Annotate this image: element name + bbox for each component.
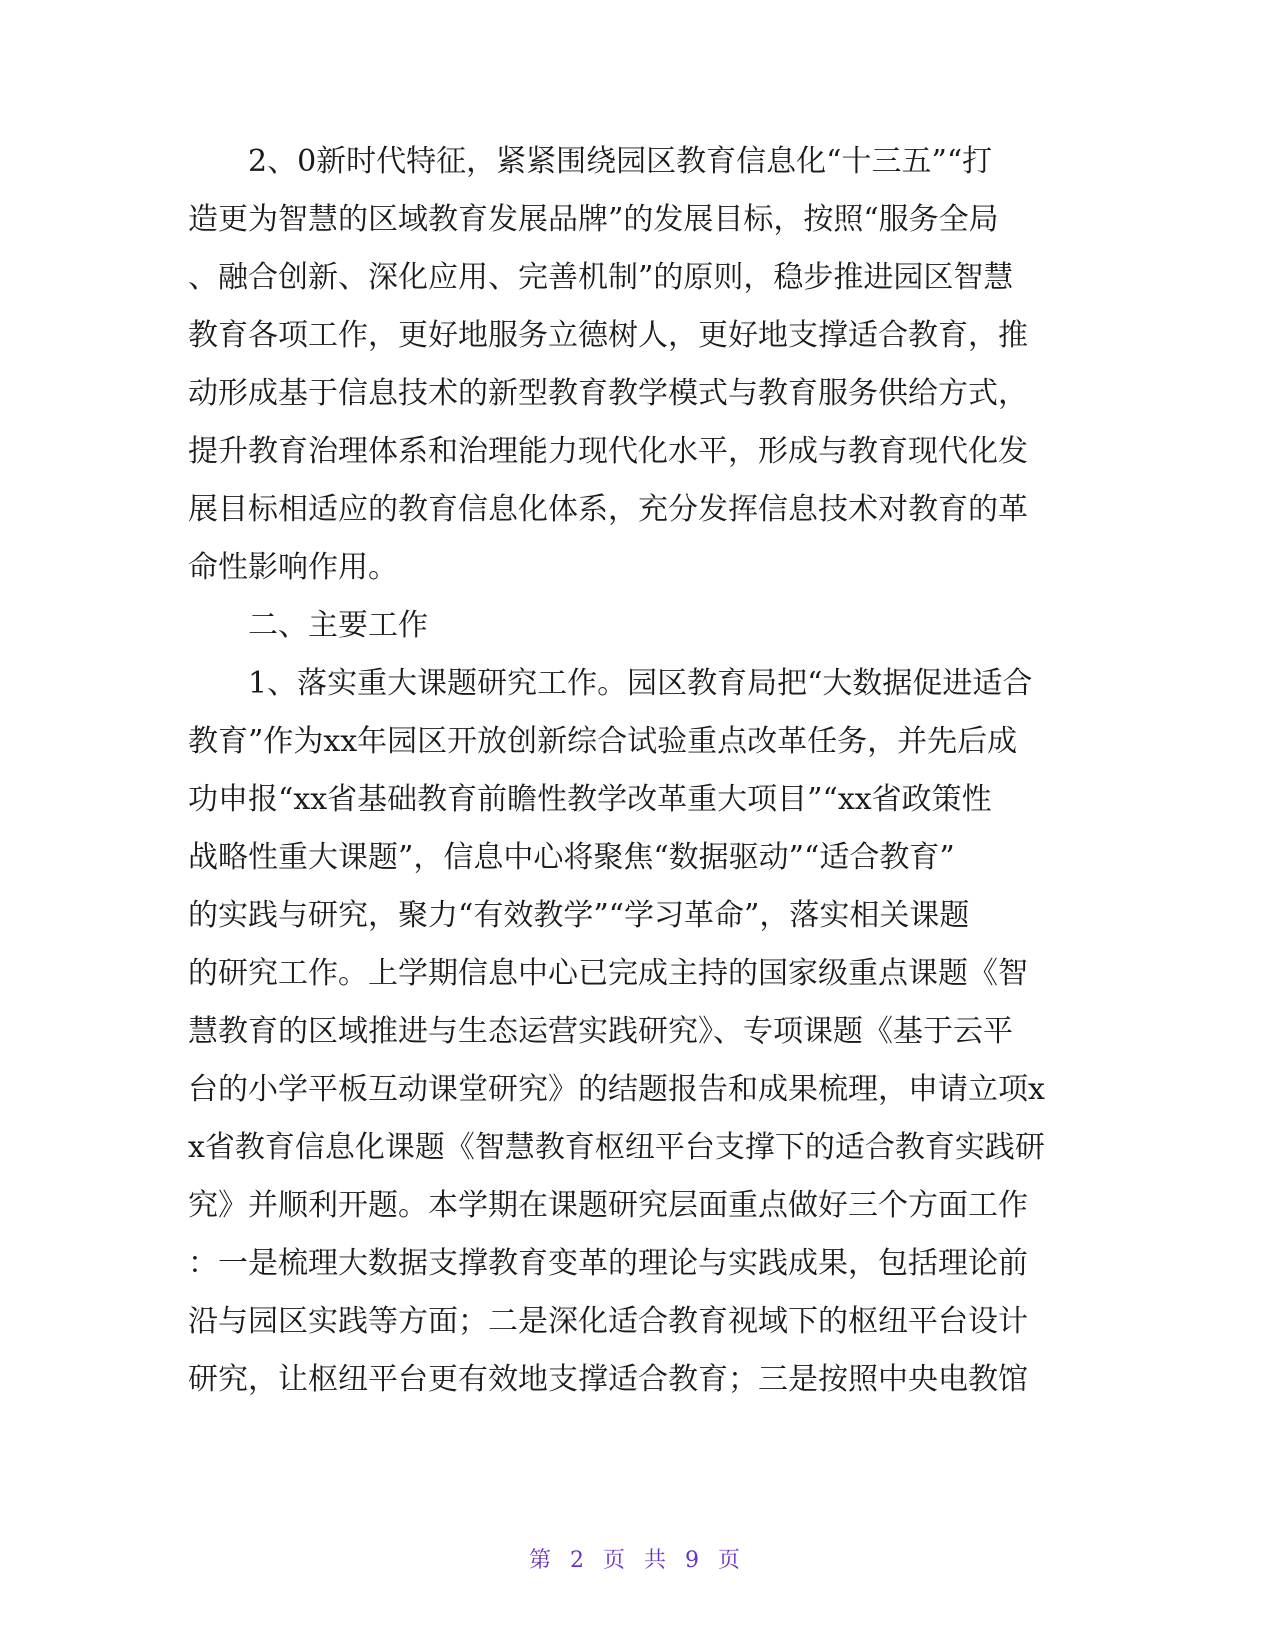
text-line: 教育”作为xx年园区开放创新综合试验重点改革任务，并先后成 xyxy=(188,724,1018,759)
text-line: 教育各项工作，更好地服务立德树人，更好地支撑适合教育，推 xyxy=(188,318,1028,353)
text-line: 展目标相适应的教育信息化体系，充分发挥信息技术对教育的革 xyxy=(188,492,1028,527)
text-line: 沿与园区实践等方面；二是深化适合教育视域下的枢纽平台设计 xyxy=(188,1304,1028,1339)
text-line: 究》并顺利开题。本学期在课题研究层面重点做好三个方面工作 xyxy=(188,1188,1028,1223)
text-line: 动形成基于信息技术的新型教育教学模式与教育服务供给方式， xyxy=(188,376,1028,411)
text-line: 提升教育治理体系和治理能力现代化水平，形成与教育现代化发 xyxy=(188,434,1028,469)
text-line: 、融合创新、深化应用、完善机制”的原则，稳步推进园区智慧 xyxy=(188,260,1014,295)
text-line: ：一是梳理大数据支撑教育变革的理论与实践成果，包括理论前 xyxy=(188,1246,1028,1281)
text-line: 台的小学平板互动课堂研究》的结题报告和成果梳理，申请立项x xyxy=(188,1072,1045,1107)
text-line: 2、0新时代特征，紧紧围绕园区教育信息化“十三五”“打 xyxy=(248,144,993,179)
text-line: 慧教育的区域推进与生态运营实践研究》、专项课题《基于云平 xyxy=(188,1014,1013,1049)
section-heading: 二、主要工作 xyxy=(248,608,428,643)
page-number-footer: 第 2 页 共 9 页 xyxy=(529,1548,746,1573)
text-line: 功申报“xx省基础教育前瞻性教学改革重大项目”“xx省政策性 xyxy=(188,782,992,817)
text-line: 造更为智慧的区域教育发展品牌”的发展目标，按照“服务全局 xyxy=(188,202,999,237)
text-line: 1、落实重大课题研究工作。园区教育局把“大数据促进适合 xyxy=(248,666,1033,701)
text-line: 的实践与研究，聚力“有效教学”“学习革命”，落实相关课题 xyxy=(188,898,970,933)
text-line: x省教育信息化课题《智慧教育枢纽平台支撑下的适合教育实践研 xyxy=(188,1130,1045,1165)
text-line: 战略性重大课题”，信息中心将聚焦“数据驱动”“适合教育” xyxy=(188,840,955,875)
text-line: 研究，让枢纽平台更有效地支撑适合教育；三是按照中央电教馆 xyxy=(188,1362,1028,1397)
text-line: 命性影响作用。 xyxy=(188,550,398,585)
text-line: 的研究工作。上学期信息中心已完成主持的国家级重点课题《智 xyxy=(188,956,1028,991)
